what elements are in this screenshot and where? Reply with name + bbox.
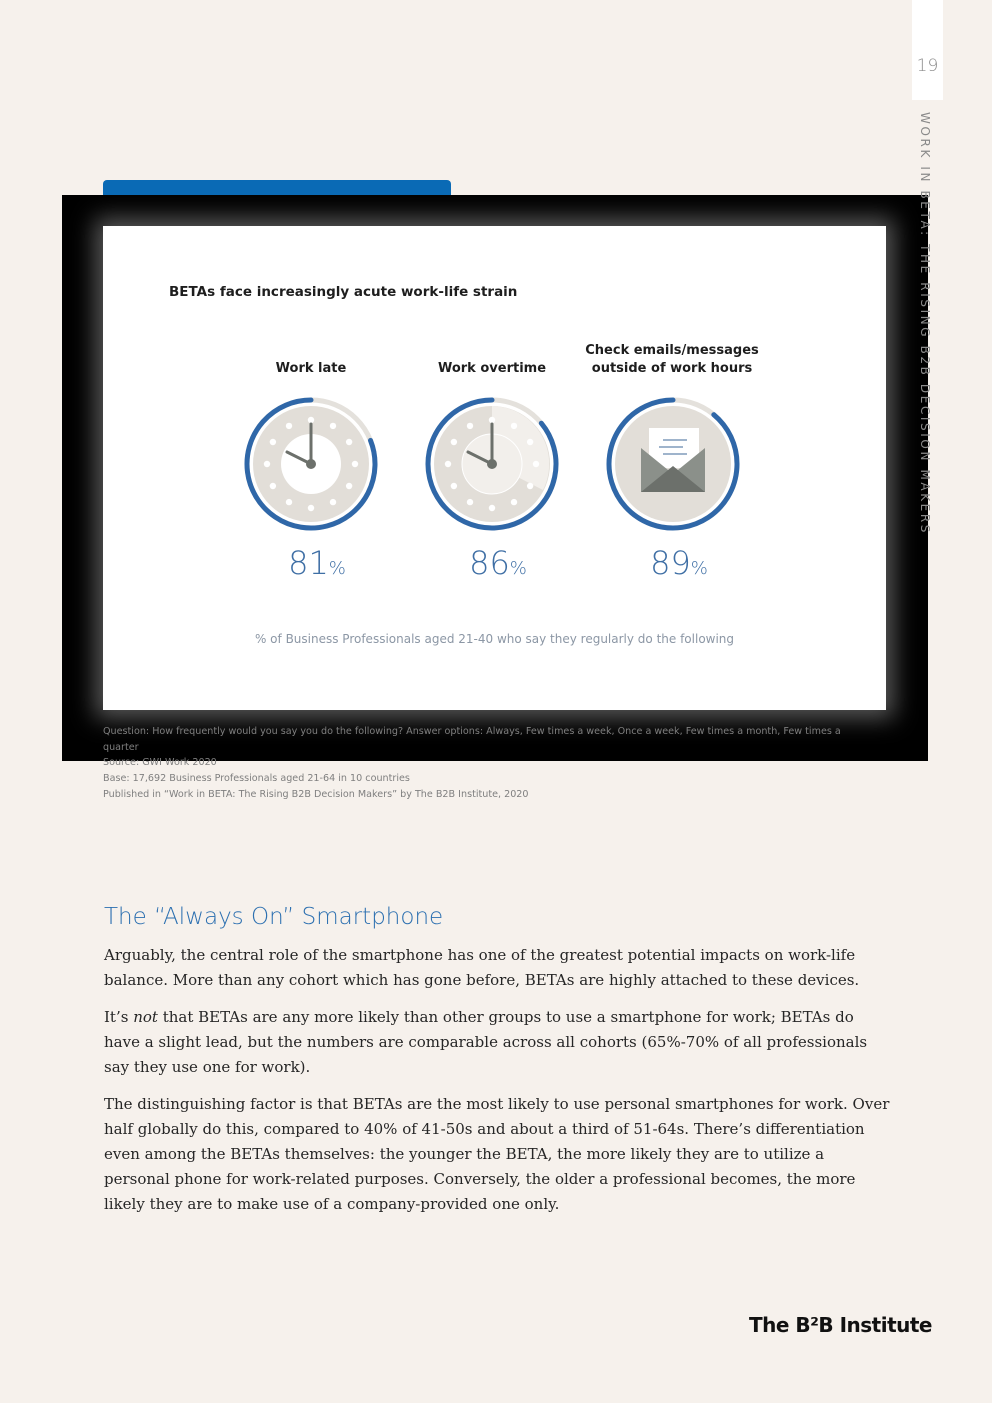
- paragraph-2: It’s not that BETAs are any more likely than other groups to use a smartphone for work; BETAs do have a slight lead, but the numbers are comparable across all cohorts (65%-70% of all professionals say they use one for work).: [104, 1008, 868, 1076]
- clock-dot: [445, 461, 451, 467]
- body-copy: [104, 943, 894, 1229]
- clock-dot: [527, 483, 533, 489]
- running-title: WORK IN BETA: THE RISING B2B DECISION MAKERS: [918, 112, 932, 536]
- clock-dot: [352, 461, 358, 467]
- clock-dot: [286, 499, 292, 505]
- stat-ring-check-emails: [603, 394, 743, 534]
- clock-dot: [270, 439, 276, 445]
- clock-dot: [451, 439, 457, 445]
- source-base: Base: 17,692 Business Professionals aged 21-64 in 10 countries: [103, 773, 410, 785]
- clock-dot: [330, 423, 336, 429]
- stat-value-check-emails: 89%: [650, 544, 708, 582]
- paragraph-3: The distinguishing factor is that BETAs are the most likely to use personal smartphones for work. Over half globally do this, compared to 40% of 41-50s and about a third of 51-64s. There’s differentiation even among the BETAs themselves: the younger the BETA, the more likely they are to utilize a personal phone for work-related purposes. Conversely, the older a professional becomes, the more likely they are to make use of a company-provided one only.: [104, 1095, 890, 1213]
- clock-dot: [270, 483, 276, 489]
- clock-dot: [264, 461, 270, 467]
- stat-label-work-overtime: Work overtime: [437, 361, 547, 376]
- page-number-tab: [912, 0, 943, 100]
- source-notes: [103, 724, 873, 803]
- envelope-icon: [615, 406, 731, 522]
- clock-dot: [330, 499, 336, 505]
- chart-footnote: % of Business Professionals aged 21-40 who say they regularly do the following: [254, 632, 735, 646]
- source-published: Published in “Work in BETA: The Rising B2B Decision Makers” by The B2B Institute, 2020: [103, 788, 529, 800]
- clock-dot: [286, 423, 292, 429]
- stat-value-work-late: 81%: [288, 544, 346, 582]
- clock-dot: [467, 423, 473, 429]
- clock-dot: [489, 505, 495, 511]
- clock-dot: [511, 499, 517, 505]
- clock-dot: [489, 417, 495, 423]
- clock-overtime-icon: [434, 406, 550, 522]
- stat-ring-work-overtime: [422, 394, 562, 534]
- section-heading: The “Always On” Smartphone: [104, 904, 444, 930]
- clock-dot: [451, 483, 457, 489]
- source-line: Source: GWI Work 2020: [103, 757, 217, 769]
- stat-label-check-emails: Check emails/messages outside of work hours: [585, 343, 759, 376]
- clock-dot: [308, 417, 314, 423]
- clock-dot: [467, 499, 473, 505]
- stat-value-work-overtime: 86%: [469, 544, 527, 582]
- stat-ring-work-late: [241, 394, 381, 534]
- clock-dot: [533, 461, 539, 467]
- clock-dot: [346, 439, 352, 445]
- clock-dot: [308, 505, 314, 511]
- clock-dot: [346, 483, 352, 489]
- source-question: Question: How frequently would you say you do the following? Answer options: Always, Few times a week, Once a week, Few times a month, Few times a quarter: [103, 726, 841, 753]
- page-number: 19: [916, 56, 939, 76]
- stat-label-work-late: Work late: [275, 361, 347, 376]
- clock-icon: [253, 406, 369, 522]
- clock-dot: [527, 439, 533, 445]
- paragraph-1: Arguably, the central role of the smartphone has one of the greatest potential impacts on work-life balance. More than any cohort which has gone before, BETAs are highly attached to these devices.: [104, 946, 860, 989]
- clock-dot: [511, 423, 517, 429]
- chart-card: [103, 226, 886, 710]
- brand-logo: The B²B Institute: [748, 1313, 932, 1337]
- chart-title: BETAs face increasingly acute work-life strain: [169, 284, 518, 300]
